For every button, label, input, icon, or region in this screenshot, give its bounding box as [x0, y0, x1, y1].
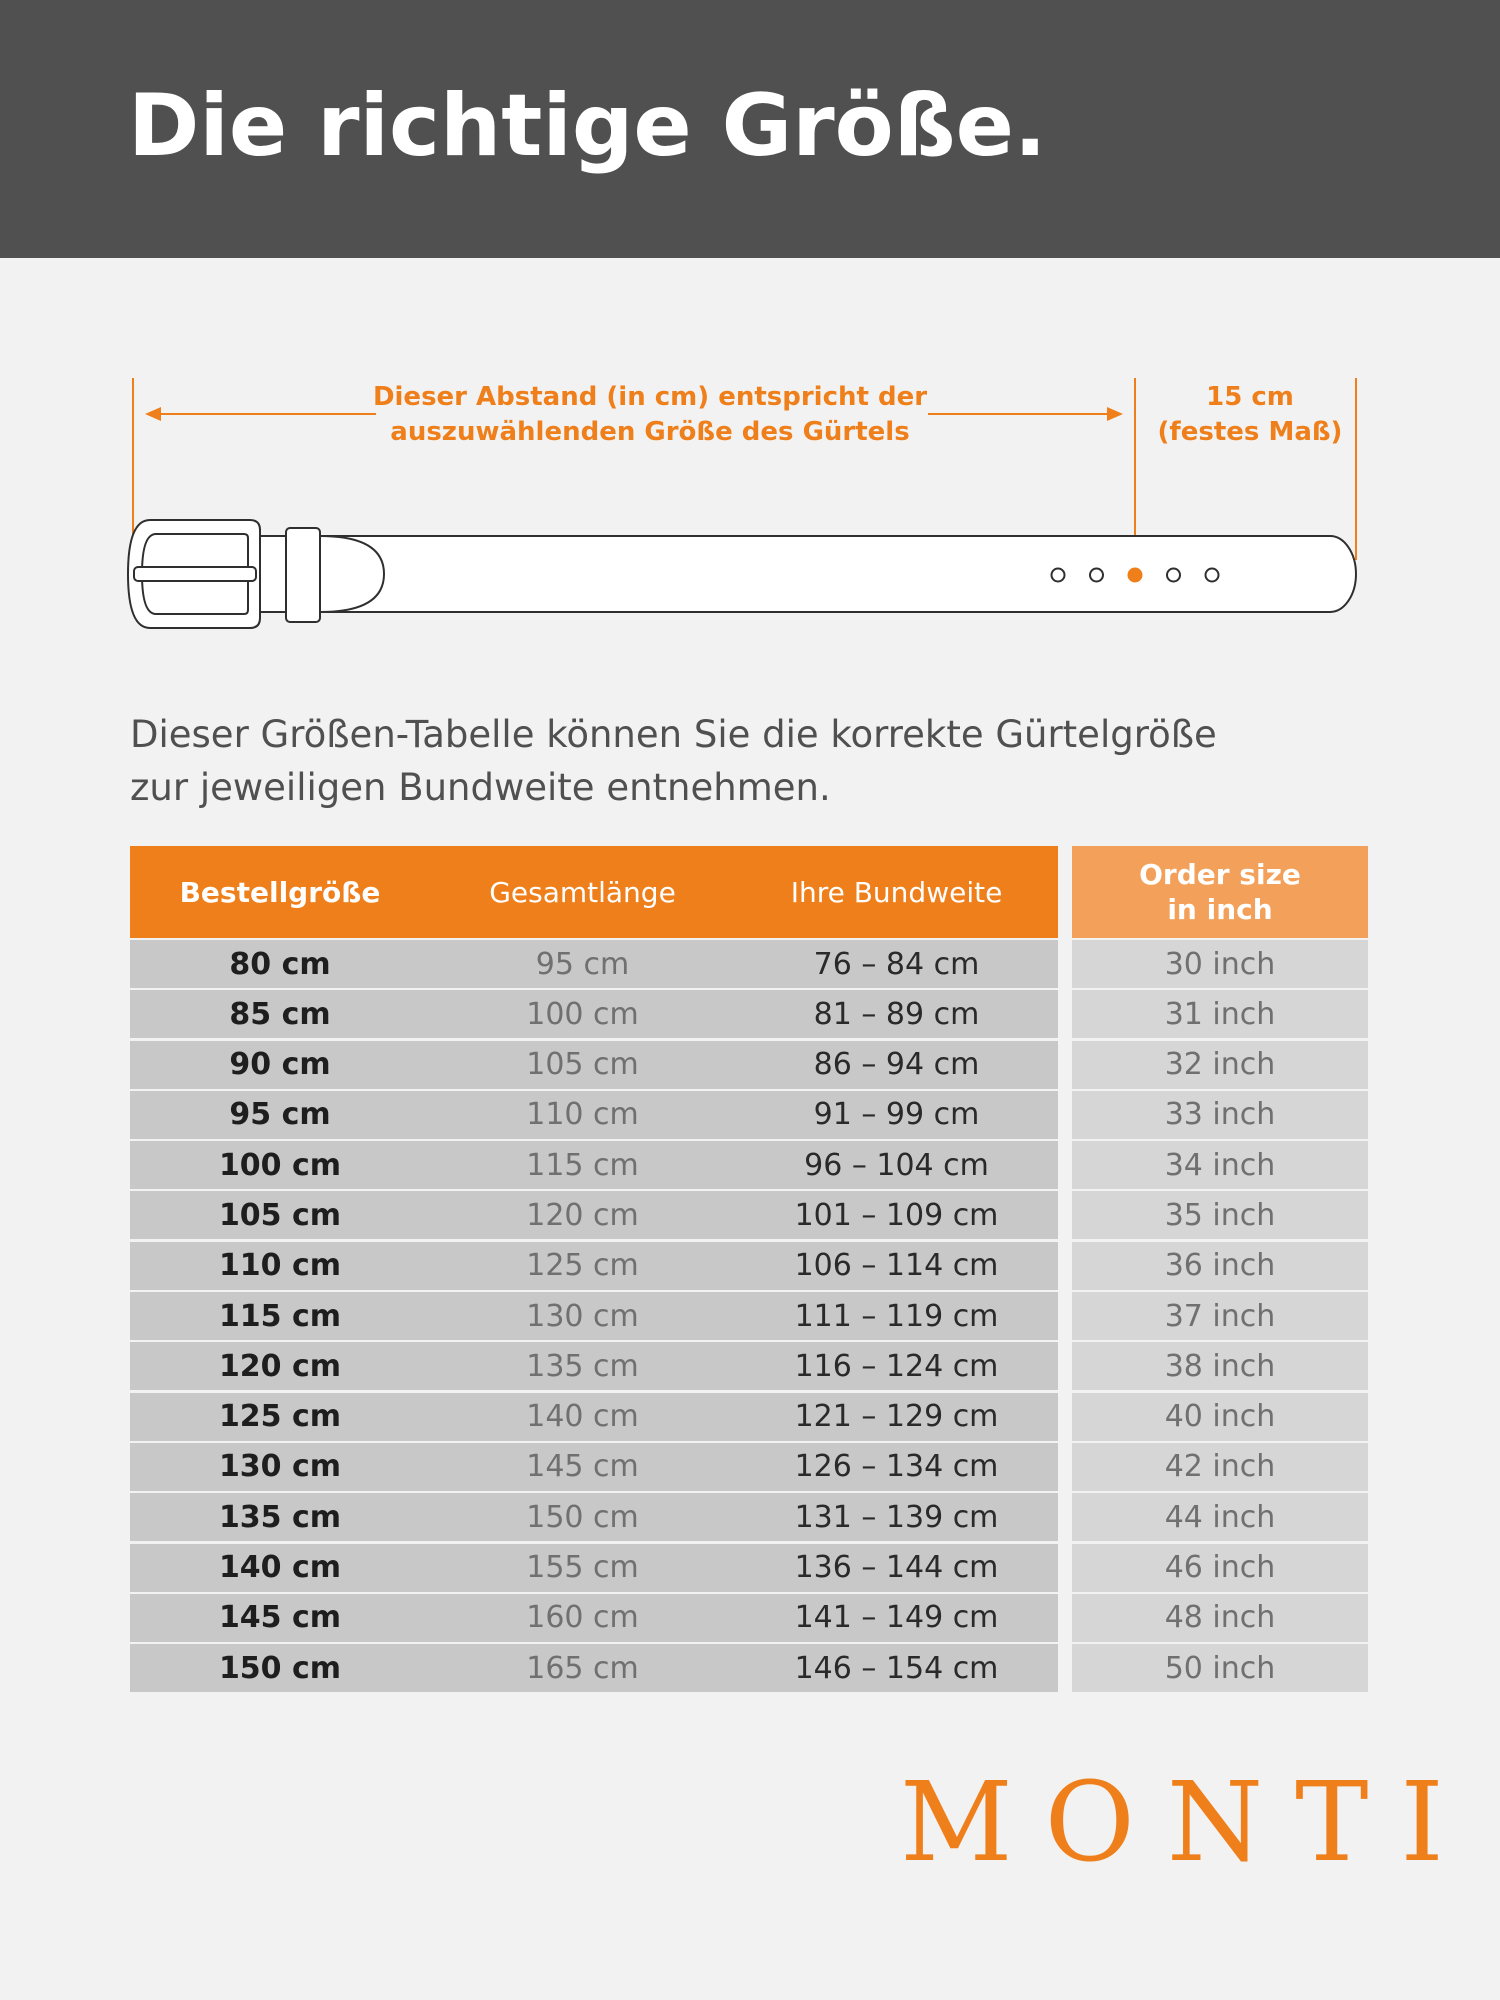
inch-table-header — [1072, 846, 1368, 938]
table-row — [130, 1141, 1058, 1189]
dimension-label — [370, 380, 930, 450]
table-row — [130, 1393, 1058, 1441]
row-waist: 86 – 94 cm — [813, 1047, 980, 1083]
inch-header-line1: Order size — [1139, 858, 1301, 891]
inch-row: 30 inch — [1072, 940, 1368, 988]
inch-row: 32 inch — [1072, 1041, 1368, 1089]
row-waist: 76 – 84 cm — [813, 946, 980, 982]
belt-hole — [1206, 569, 1219, 582]
belt-hole — [1167, 569, 1180, 582]
row-order-size: 130 cm — [218, 1449, 342, 1485]
row-waist: 121 – 129 cm — [794, 1399, 999, 1435]
row-total-length: 95 cm — [535, 946, 630, 982]
table-row — [130, 1041, 1058, 1089]
row-waist: 141 – 149 cm — [794, 1600, 999, 1636]
row-order-size: 150 cm — [218, 1650, 342, 1686]
inch-row: 48 inch — [1072, 1594, 1368, 1642]
row-waist: 131 – 139 cm — [794, 1499, 999, 1535]
table-header — [130, 846, 1058, 938]
row-order-size: 110 cm — [218, 1248, 342, 1284]
inch-row: 36 inch — [1072, 1242, 1368, 1290]
row-waist: 91 – 99 cm — [813, 1097, 980, 1133]
inch-row: 46 inch — [1072, 1544, 1368, 1592]
row-total-length: 160 cm — [526, 1600, 639, 1636]
belt-strap — [258, 536, 1356, 612]
row-total-length: 165 cm — [526, 1650, 639, 1686]
table-row — [130, 1644, 1058, 1692]
row-order-size: 115 cm — [218, 1298, 342, 1334]
row-order-size: 105 cm — [218, 1197, 342, 1233]
row-waist: 116 – 124 cm — [794, 1348, 999, 1384]
buckle-prong — [134, 567, 256, 581]
row-order-size: 125 cm — [218, 1399, 342, 1435]
table-row — [130, 1292, 1058, 1340]
row-order-size: 95 cm — [229, 1097, 331, 1133]
inch-row: 35 inch — [1072, 1191, 1368, 1239]
row-total-length: 105 cm — [526, 1047, 639, 1083]
belt-diagram — [0, 0, 1500, 700]
table-row — [130, 1091, 1058, 1139]
row-order-size: 120 cm — [218, 1348, 342, 1384]
row-order-size: 135 cm — [218, 1499, 342, 1535]
row-waist: 146 – 154 cm — [794, 1650, 999, 1686]
inch-row: 37 inch — [1072, 1292, 1368, 1340]
intro-line2: zur jeweiligen Bundweite entnehmen. — [130, 766, 831, 809]
row-order-size: 90 cm — [229, 1047, 331, 1083]
brand-logo: MONTI — [900, 1758, 1476, 1886]
inch-row: 50 inch — [1072, 1644, 1368, 1692]
row-total-length: 115 cm — [526, 1147, 639, 1183]
row-order-size: 140 cm — [218, 1550, 342, 1586]
table-row — [130, 1342, 1058, 1390]
row-total-length: 130 cm — [526, 1298, 639, 1334]
row-waist: 81 – 89 cm — [813, 996, 980, 1032]
row-waist: 106 – 114 cm — [794, 1248, 999, 1284]
table-row — [130, 1242, 1058, 1290]
table-row — [130, 1191, 1058, 1239]
row-waist: 101 – 109 cm — [794, 1197, 999, 1233]
inch-row: 33 inch — [1072, 1091, 1368, 1139]
dimension-label-line1: Dieser Abstand (in cm) entspricht der — [372, 382, 928, 412]
belt-hole-highlighted — [1129, 569, 1142, 582]
belt-hole — [1052, 569, 1065, 582]
belt-hole — [1090, 569, 1103, 582]
row-total-length: 125 cm — [526, 1248, 639, 1284]
inch-row: 42 inch — [1072, 1443, 1368, 1491]
row-total-length: 150 cm — [526, 1499, 639, 1535]
right-arrow-head — [1107, 407, 1123, 421]
table-row — [130, 1594, 1058, 1642]
row-waist: 96 – 104 cm — [804, 1147, 989, 1183]
row-total-length: 120 cm — [526, 1197, 639, 1233]
fixed-label-line1: 15 cm — [1206, 382, 1294, 412]
header-total-length: Gesamtlänge — [489, 875, 676, 909]
table-row — [130, 1443, 1058, 1491]
belt-keeper — [286, 528, 320, 622]
intro-text — [130, 708, 1410, 814]
row-waist: 136 – 144 cm — [794, 1550, 999, 1586]
row-total-length: 155 cm — [526, 1550, 639, 1586]
table-row — [130, 1493, 1058, 1541]
header-order-size: Bestellgröße — [179, 875, 381, 909]
row-waist: 111 – 119 cm — [794, 1298, 999, 1334]
table-row — [130, 1544, 1058, 1592]
table-row — [130, 940, 1058, 988]
inch-row: 38 inch — [1072, 1342, 1368, 1390]
row-total-length: 100 cm — [526, 996, 639, 1032]
table-row — [130, 990, 1058, 1038]
page-title: Die richtige Größe. — [128, 76, 1047, 176]
row-total-length: 135 cm — [526, 1348, 639, 1384]
row-order-size: 85 cm — [229, 996, 331, 1032]
row-order-size: 145 cm — [218, 1600, 342, 1636]
row-order-size: 80 cm — [229, 946, 331, 982]
inch-row: 44 inch — [1072, 1493, 1368, 1541]
intro-line1: Dieser Größen-Tabelle können Sie die korrekte Gürtelgröße — [130, 713, 1217, 756]
belt-illustration — [0, 0, 1500, 700]
fixed-length-label — [1150, 380, 1350, 450]
size-table — [130, 846, 1058, 1694]
header-waist: Ihre Bundweite — [790, 875, 1003, 909]
inch-header-line2: in inch — [1167, 893, 1273, 926]
inch-row: 31 inch — [1072, 990, 1368, 1038]
left-arrow-head — [145, 407, 161, 421]
row-waist: 126 – 134 cm — [794, 1449, 999, 1485]
row-total-length: 110 cm — [526, 1097, 639, 1133]
inch-table — [1072, 846, 1368, 1694]
row-total-length: 140 cm — [526, 1399, 639, 1435]
row-order-size: 100 cm — [218, 1147, 342, 1183]
inch-row: 34 inch — [1072, 1141, 1368, 1189]
row-total-length: 145 cm — [526, 1449, 639, 1485]
fixed-label-line2: (festes Maß) — [1157, 417, 1343, 447]
inch-row: 40 inch — [1072, 1393, 1368, 1441]
dimension-label-line2: auszuwählenden Größe des Gürtels — [390, 417, 910, 447]
